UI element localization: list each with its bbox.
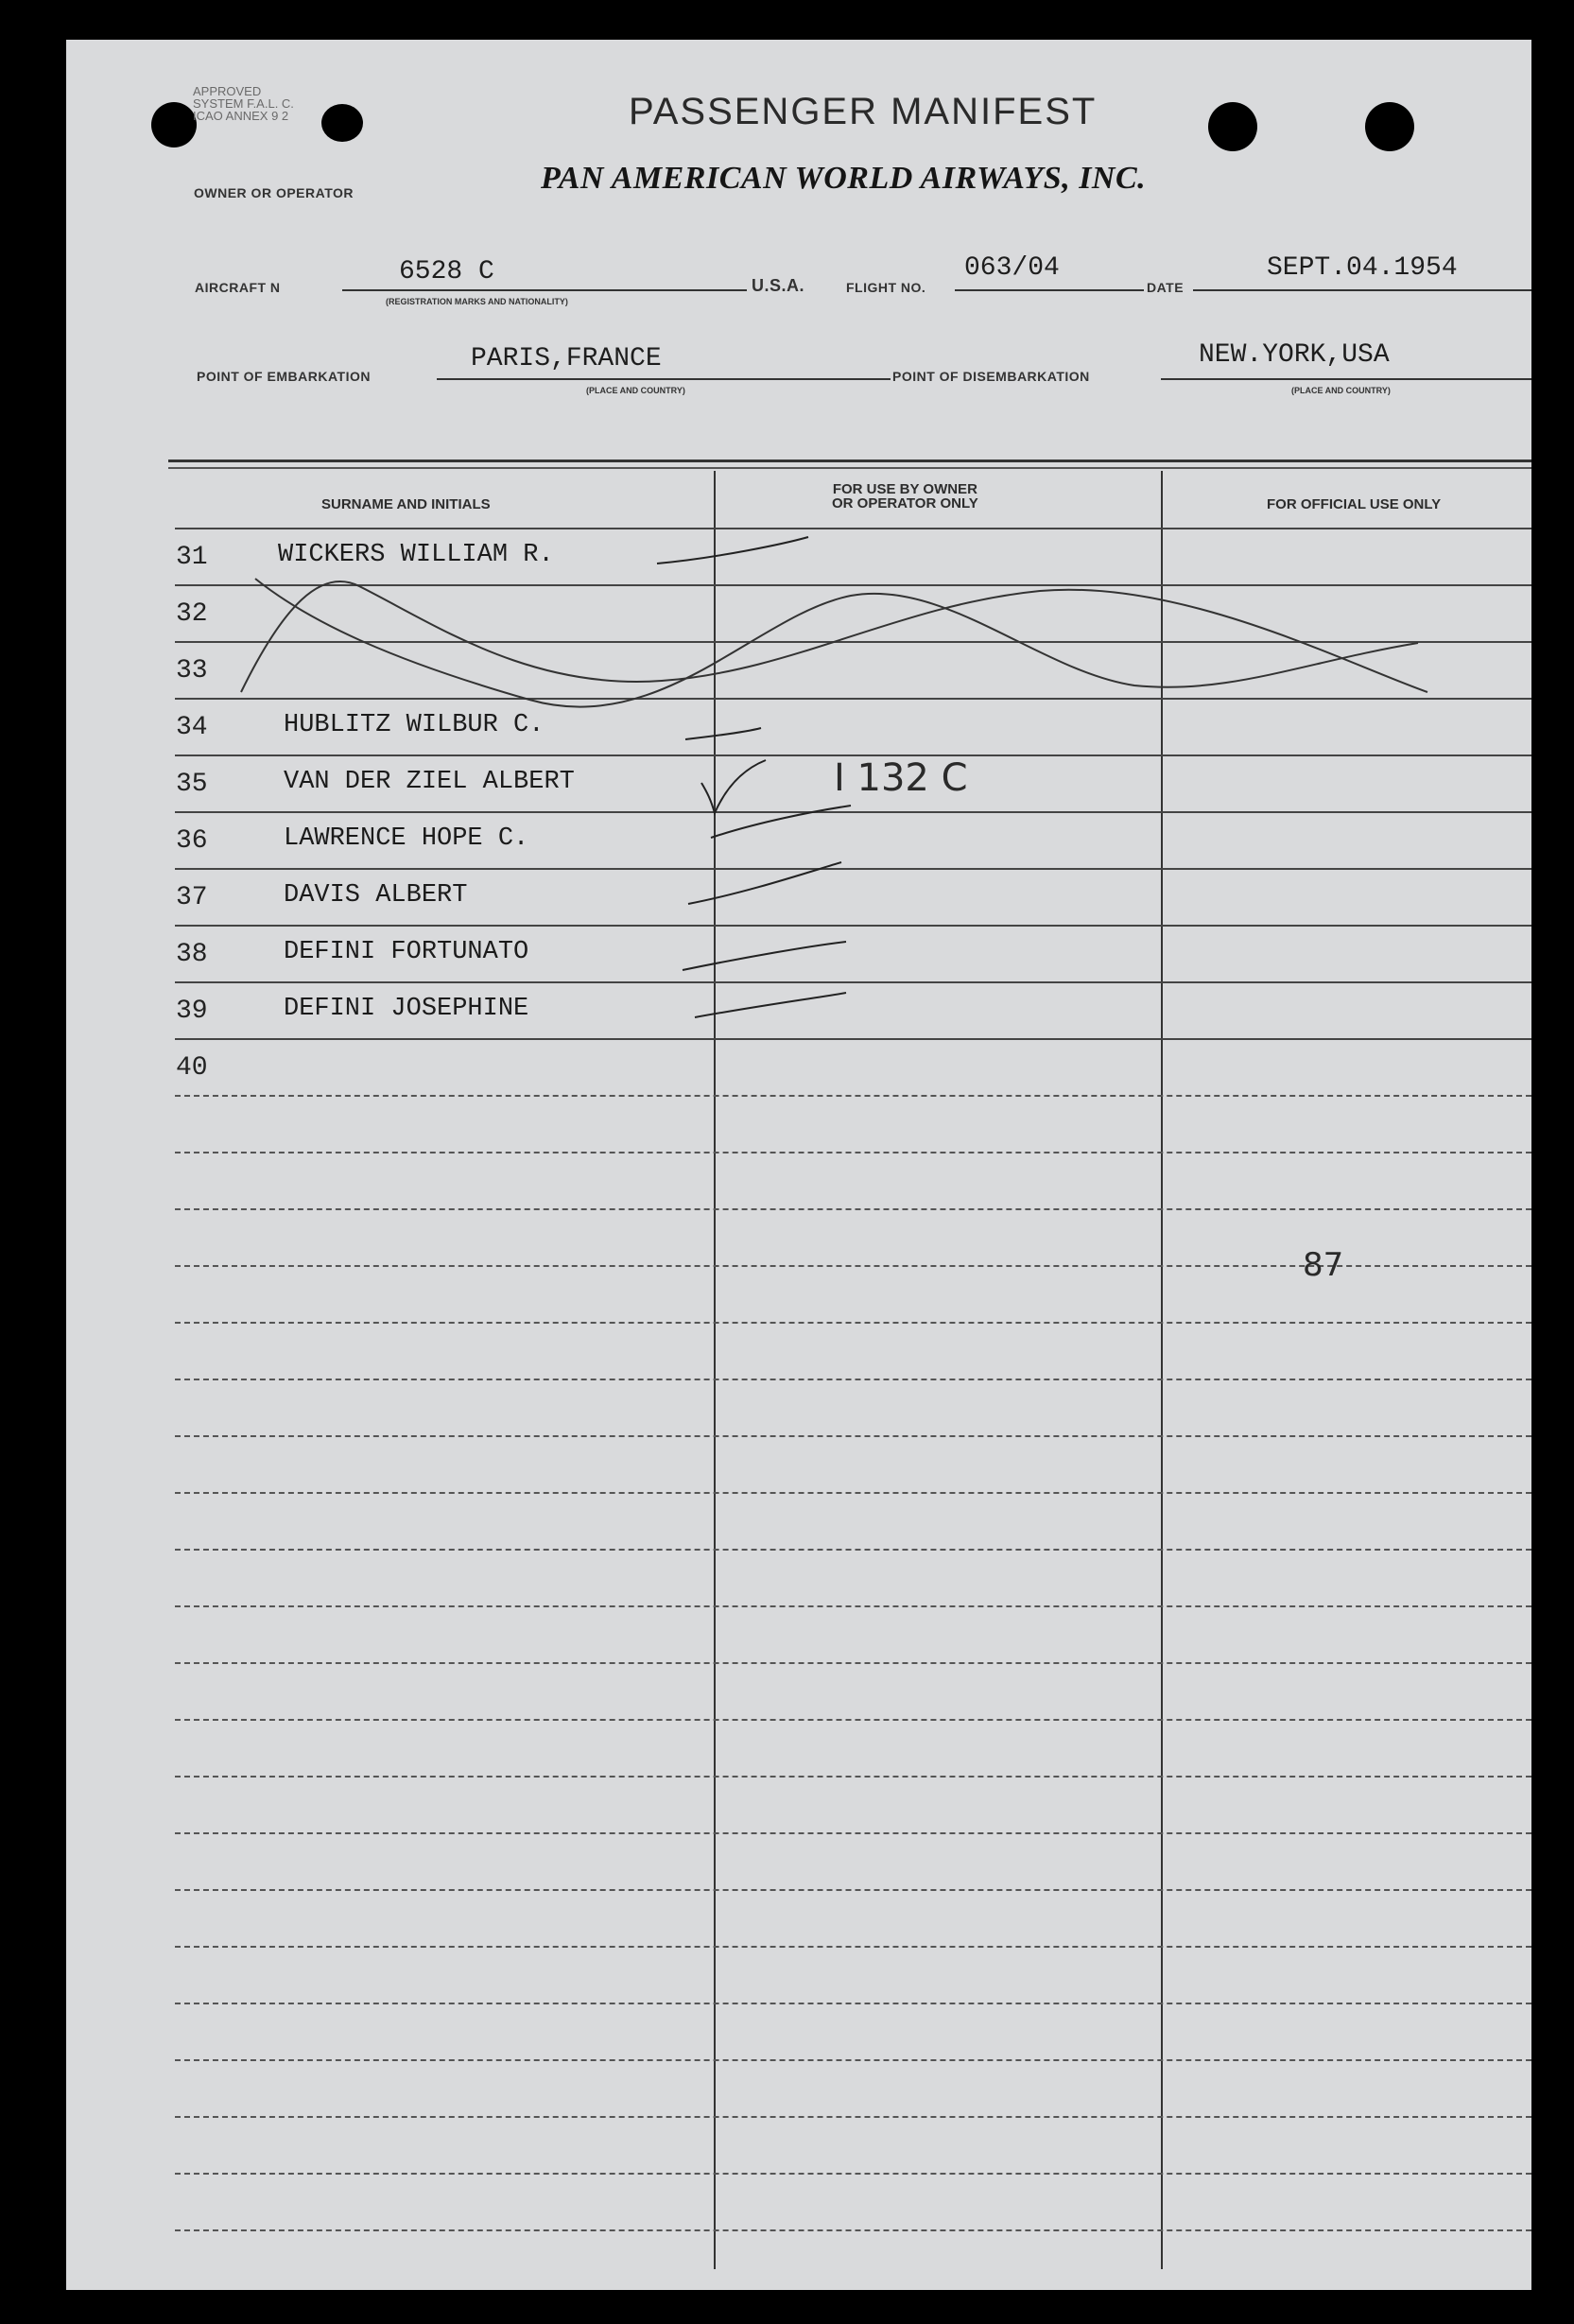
stamp-line-2: SYSTEM F.A.L. C. [193, 96, 294, 111]
row-number: 39 [176, 997, 208, 1026]
row-number: 32 [176, 599, 208, 629]
stamp-line-1: APPROVED [193, 84, 262, 98]
row-36-tick [711, 806, 851, 838]
company-name: PAN AMERICAN WORLD AIRWAYS, INC. [541, 161, 1147, 196]
embark-value: PARIS,FRANCE [471, 344, 662, 373]
stamp-line-3: ICAO ANNEX 9 2 [193, 109, 289, 123]
aircraft-value: 6528 C [399, 257, 494, 286]
strike-wave-1 [255, 579, 1418, 707]
row-38-dash [683, 942, 846, 970]
flight-value: 063/04 [964, 253, 1060, 283]
usa-label: U.S.A. [752, 276, 805, 295]
row-number: 35 [176, 770, 208, 799]
passenger-name: DAVIS ALBERT [284, 881, 468, 910]
column-owner-use-line-1: FOR USE BY OWNER [832, 481, 977, 497]
strike-wave-2 [241, 581, 1427, 692]
row-number: 38 [176, 940, 208, 969]
page-title: PASSENGER MANIFEST [629, 91, 1098, 132]
passenger-name: LAWRENCE HOPE C. [284, 824, 529, 853]
row-number: 40 [176, 1053, 208, 1083]
owner-label: OWNER OR OPERATOR [194, 185, 354, 200]
row-34-tick [685, 728, 761, 739]
row-31-dash [657, 537, 808, 564]
row-number: 34 [176, 713, 208, 742]
aircraft-sublabel: (REGISTRATION MARKS AND NATIONALITY) [386, 297, 568, 306]
row-number: 36 [176, 826, 208, 856]
embark-sublabel: (PLACE AND COUNTRY) [586, 386, 685, 395]
passenger-name: VAN DER ZIEL ALBERT [284, 768, 575, 796]
row-39-dash [695, 993, 846, 1017]
passenger-name: HUBLITZ WILBUR C. [284, 711, 545, 739]
passenger-name: DEFINI FORTUNATO [284, 938, 529, 966]
passenger-name: DEFINI JOSEPHINE [284, 995, 529, 1023]
row-37-tick [688, 862, 841, 904]
row-number: 31 [176, 543, 208, 572]
disembark-value: NEW.YORK,USA [1199, 340, 1390, 370]
aircraft-label: AIRCRAFT N [195, 280, 281, 295]
row-number: 37 [176, 883, 208, 912]
row-number: 33 [176, 656, 208, 685]
disembark-label: POINT OF DISEMBARKATION [892, 369, 1090, 384]
date-label: DATE [1147, 280, 1185, 295]
flight-label: FLIGHT NO. [846, 280, 926, 295]
disembark-sublabel: (PLACE AND COUNTRY) [1291, 386, 1391, 395]
column-official: FOR OFFICIAL USE ONLY [1267, 496, 1442, 512]
embark-label: POINT OF EMBARKATION [197, 369, 371, 384]
date-value: SEPT.04.1954 [1267, 253, 1458, 283]
page-number: 87 [1303, 1246, 1344, 1284]
passenger-name: WICKERS WILLIAM R. [278, 541, 554, 569]
column-surname: SURNAME AND INITIALS [321, 496, 491, 512]
owner-note: I 132 C [834, 756, 968, 800]
column-owner-use-line-2: OR OPERATOR ONLY [832, 495, 978, 512]
row-35-tick [701, 760, 766, 813]
